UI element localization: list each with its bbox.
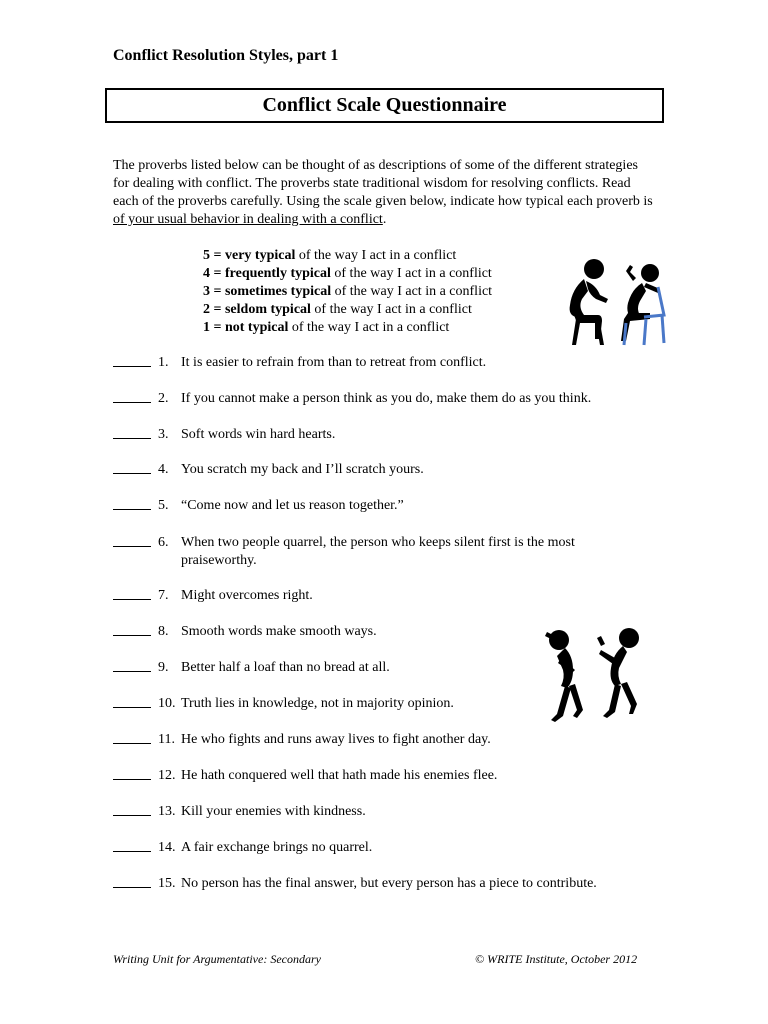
scale-desc: of the way I act in a conflict bbox=[288, 320, 450, 335]
item-text: It is easier to refrain from than to retreat from conflict. bbox=[181, 355, 487, 370]
title-box bbox=[105, 88, 664, 123]
item-number: 13. bbox=[158, 804, 176, 819]
item-number: 2. bbox=[158, 391, 169, 406]
intro-underlined: of your usual behavior in dealing with a conflict bbox=[113, 212, 383, 227]
scale-key: 5 = very typical bbox=[203, 248, 296, 263]
scale-key: 4 = frequently typical bbox=[203, 266, 331, 281]
list-item bbox=[113, 534, 653, 570]
item-number: 9. bbox=[158, 660, 169, 675]
item-text: You scratch my back and I’ll scratch yours. bbox=[181, 462, 424, 477]
item-text: If you cannot make a person think as you do, make them do as you think. bbox=[181, 391, 592, 406]
questionnaire-title: Conflict Scale Questionnaire bbox=[262, 94, 507, 116]
list-item bbox=[113, 731, 653, 749]
list-item bbox=[113, 354, 653, 372]
answer-blank[interactable] bbox=[113, 803, 151, 816]
list-item bbox=[113, 839, 653, 857]
two-people-standing-arguing-icon bbox=[545, 628, 643, 724]
item-text: Truth lies in knowledge, not in majority opinion. bbox=[181, 696, 454, 711]
item-text: A fair exchange brings no quarrel. bbox=[181, 840, 373, 855]
scale-row bbox=[203, 265, 492, 283]
document-header: Conflict Resolution Styles, part 1 bbox=[113, 47, 339, 64]
scale-key: 2 = seldom typical bbox=[203, 302, 311, 317]
item-number: 1. bbox=[158, 355, 169, 370]
footer-left: Writing Unit for Argumentative: Secondary bbox=[113, 952, 321, 966]
intro-paragraph bbox=[113, 157, 653, 229]
answer-blank[interactable] bbox=[113, 390, 151, 403]
list-item bbox=[113, 390, 653, 408]
item-number: 12. bbox=[158, 768, 176, 783]
scale-desc: of the way I act in a conflict bbox=[310, 302, 472, 317]
list-item bbox=[113, 587, 653, 605]
answer-blank[interactable] bbox=[113, 461, 151, 474]
answer-blank[interactable] bbox=[113, 497, 151, 510]
rating-scale bbox=[203, 247, 492, 337]
scale-row bbox=[203, 319, 492, 337]
item-number: 10. bbox=[158, 696, 176, 711]
scale-row bbox=[203, 247, 492, 265]
item-number: 5. bbox=[158, 498, 169, 513]
item-number: 7. bbox=[158, 588, 169, 603]
item-number: 15. bbox=[158, 876, 176, 891]
item-number: 3. bbox=[158, 427, 169, 442]
item-number: 6. bbox=[158, 535, 169, 550]
item-text: Smooth words make smooth ways. bbox=[181, 624, 377, 639]
scale-row bbox=[203, 283, 492, 301]
answer-blank[interactable] bbox=[113, 623, 151, 636]
item-text: Soft words win hard hearts. bbox=[181, 427, 336, 442]
answer-blank[interactable] bbox=[113, 534, 151, 547]
scale-desc: of the way I act in a conflict bbox=[331, 284, 493, 299]
list-item bbox=[113, 803, 653, 821]
list-item bbox=[113, 461, 653, 479]
answer-blank[interactable] bbox=[113, 426, 151, 439]
answer-blank[interactable] bbox=[113, 767, 151, 780]
answer-blank[interactable] bbox=[113, 659, 151, 672]
answer-blank[interactable] bbox=[113, 875, 151, 888]
scale-row bbox=[203, 301, 492, 319]
item-number: 11. bbox=[158, 732, 175, 747]
answer-blank[interactable] bbox=[113, 587, 151, 600]
intro-end: . bbox=[382, 212, 387, 227]
list-item bbox=[113, 426, 653, 444]
item-number: 8. bbox=[158, 624, 169, 639]
answer-blank[interactable] bbox=[113, 354, 151, 367]
item-text: “Come now and let us reason together.” bbox=[181, 498, 404, 513]
item-text: Better half a loaf than no bread at all. bbox=[181, 660, 390, 675]
item-text: No person has the final answer, but every person has a piece to contribute. bbox=[181, 876, 597, 891]
scale-desc: of the way I act in a conflict bbox=[295, 248, 457, 263]
item-text: He hath conquered well that hath made his enemies flee. bbox=[181, 768, 498, 783]
list-item bbox=[113, 875, 653, 893]
item-text: He who fights and runs away lives to fight another day. bbox=[181, 732, 491, 747]
intro-text: The proverbs listed below can be thought of as descriptions of some of the different strategies for dealing with conflict. The proverbs state traditional wisdom for resolving conflicts. Read each of the proverbs carefully. Using the scale given below, indicate how typical each proverb is bbox=[113, 158, 653, 209]
footer-right: © WRITE Institute, October 2012 bbox=[475, 952, 638, 966]
item-number: 14. bbox=[158, 840, 176, 855]
answer-blank[interactable] bbox=[113, 731, 151, 744]
item-number: 4. bbox=[158, 462, 169, 477]
list-item bbox=[113, 767, 653, 785]
scale-key: 3 = sometimes typical bbox=[203, 284, 332, 299]
item-text: When two people quarrel, the person who keeps silent first is the most praiseworthy. bbox=[181, 535, 575, 568]
list-item bbox=[113, 497, 653, 515]
two-people-seated-arguing-icon bbox=[566, 253, 672, 349]
scale-key: 1 = not typical bbox=[203, 320, 289, 335]
item-text: Kill your enemies with kindness. bbox=[181, 804, 366, 819]
answer-blank[interactable] bbox=[113, 695, 151, 708]
item-text: Might overcomes right. bbox=[181, 588, 313, 603]
scale-desc: of the way I act in a conflict bbox=[330, 266, 492, 281]
answer-blank[interactable] bbox=[113, 839, 151, 852]
